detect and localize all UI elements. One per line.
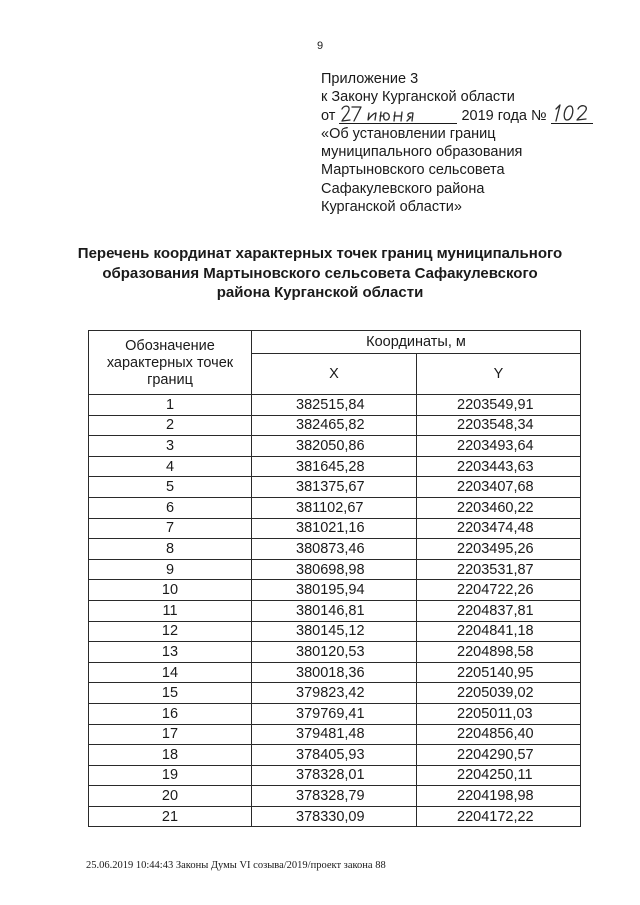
- point-number-cell: 4: [89, 456, 252, 477]
- point-number-cell: 17: [89, 724, 252, 745]
- table-row: [89, 539, 581, 560]
- point-number-cell: 16: [89, 703, 252, 724]
- coord-x-cell: 378330,09: [252, 806, 417, 827]
- coord-y-cell: 2204198,98: [417, 786, 581, 807]
- appendix-line-4: «Об установлении границ: [321, 125, 496, 142]
- coord-x-cell: 382050,86: [252, 436, 417, 457]
- table-row: [89, 683, 581, 704]
- point-number-cell: 10: [89, 580, 252, 601]
- appendix-line-1: Приложение 3: [321, 71, 419, 87]
- table-row: [89, 703, 581, 724]
- document-title: [60, 244, 580, 303]
- coord-x-cell: 378328,79: [252, 786, 417, 807]
- coord-y-cell: 2205039,02: [417, 683, 581, 704]
- page-number: 9: [316, 40, 324, 52]
- table-row: [89, 497, 581, 518]
- coord-y-cell: 2204856,40: [417, 724, 581, 745]
- table-row: [89, 621, 581, 642]
- point-number-cell: 18: [89, 745, 252, 766]
- coord-y-cell: 2203407,68: [417, 477, 581, 498]
- coord-x-cell: 380120,53: [252, 642, 417, 663]
- coord-x-cell: 380698,98: [252, 559, 417, 580]
- appendix-block: [321, 70, 593, 216]
- point-number-cell: 1: [89, 395, 252, 416]
- table-row: [89, 559, 581, 580]
- coord-y-cell: 2204722,26: [417, 580, 581, 601]
- coord-x-cell: 379823,42: [252, 683, 417, 704]
- appendix-line-8: Курганской области»: [321, 199, 462, 216]
- coord-y-cell: 2203460,22: [417, 497, 581, 518]
- header-point-line-3: границ: [147, 371, 193, 388]
- coord-x-cell: 381102,67: [252, 497, 417, 518]
- coord-x-cell: 380195,94: [252, 580, 417, 601]
- coord-x-cell: 380146,81: [252, 600, 417, 621]
- point-number-cell: 6: [89, 497, 252, 518]
- point-number-cell: 5: [89, 477, 252, 498]
- coord-x-cell: 382515,84: [252, 395, 417, 416]
- table-row: [89, 477, 581, 498]
- point-number-cell: 14: [89, 662, 252, 683]
- table-row: [89, 786, 581, 807]
- coord-x-cell: 379481,48: [252, 724, 417, 745]
- coord-x-cell: 380145,12: [252, 621, 417, 642]
- table-row: [89, 765, 581, 786]
- handwritten-number: [551, 107, 593, 125]
- coord-x-cell: 382465,82: [252, 415, 417, 436]
- table-row: [89, 745, 581, 766]
- point-number-cell: 15: [89, 683, 252, 704]
- table-row: [89, 436, 581, 457]
- header-point-designation: [89, 331, 252, 395]
- table-row: [89, 806, 581, 827]
- table-row: [89, 600, 581, 621]
- point-number-cell: 3: [89, 436, 252, 457]
- appendix-line-5: муниципального образования: [321, 144, 523, 161]
- title-line-1: Перечень координат характерных точек границ муниципального: [77, 245, 563, 262]
- coord-x-cell: 381645,28: [252, 456, 417, 477]
- header-point-line-2: характерных точек: [106, 354, 234, 371]
- table-row: [89, 395, 581, 416]
- point-number-cell: 19: [89, 765, 252, 786]
- coord-y-cell: 2203495,26: [417, 539, 581, 560]
- coordinates-table-body: [89, 395, 581, 827]
- coord-y-cell: 2204250,11: [417, 765, 581, 786]
- table-row: [89, 415, 581, 436]
- coord-y-cell: 2203549,91: [417, 395, 581, 416]
- year-text: 2019 года №: [461, 107, 547, 124]
- coord-x-cell: 380873,46: [252, 539, 417, 560]
- title-line-3: района Курганской области: [216, 284, 424, 301]
- coord-y-cell: 2204172,22: [417, 806, 581, 827]
- coord-y-cell: 2203493,64: [417, 436, 581, 457]
- point-number-cell: 21: [89, 806, 252, 827]
- coord-x-cell: 378328,01: [252, 765, 417, 786]
- coord-x-cell: 379769,41: [252, 703, 417, 724]
- appendix-line-6: Мартыновского сельсовета: [321, 162, 505, 179]
- appendix-line-2: к Закону Курганской области: [321, 89, 515, 106]
- point-number-cell: 2: [89, 415, 252, 436]
- table-row: [89, 518, 581, 539]
- coord-y-cell: 2204837,81: [417, 600, 581, 621]
- coord-y-cell: 2205011,03: [417, 703, 581, 724]
- coord-y-cell: 2204841,18: [417, 621, 581, 642]
- point-number-cell: 11: [89, 600, 252, 621]
- coord-y-cell: 2204898,58: [417, 642, 581, 663]
- point-number-cell: 9: [89, 559, 252, 580]
- point-number-cell: 13: [89, 642, 252, 663]
- coord-x-cell: 378405,93: [252, 745, 417, 766]
- coord-y-cell: 2203474,48: [417, 518, 581, 539]
- point-number-cell: 7: [89, 518, 252, 539]
- header-point-line-1: Обозначение: [125, 337, 215, 354]
- header-x: X: [252, 354, 417, 395]
- coord-y-cell: 2203548,34: [417, 415, 581, 436]
- header-y: Y: [417, 354, 581, 395]
- coord-y-cell: 2205140,95: [417, 662, 581, 683]
- coord-y-cell: 2204290,57: [417, 745, 581, 766]
- coordinates-table: [88, 330, 581, 827]
- coord-y-cell: 2203443,63: [417, 456, 581, 477]
- point-number-cell: 20: [89, 786, 252, 807]
- coord-x-cell: 381021,16: [252, 518, 417, 539]
- appendix-date-line: [321, 107, 593, 125]
- table-row: [89, 642, 581, 663]
- table-row: [89, 456, 581, 477]
- table-row: [89, 580, 581, 601]
- coord-x-cell: 380018,36: [252, 662, 417, 683]
- handwritten-date: [339, 107, 457, 125]
- table-row: [89, 662, 581, 683]
- point-number-cell: 12: [89, 621, 252, 642]
- header-coordinates: Координаты, м: [252, 331, 581, 354]
- footer-path: 25.06.2019 10:44:43 Законы Думы VI созыва/2019/проект закона 88: [86, 860, 386, 871]
- coord-x-cell: 381375,67: [252, 477, 417, 498]
- date-prefix: от: [321, 107, 336, 124]
- point-number-cell: 8: [89, 539, 252, 560]
- coord-y-cell: 2203531,87: [417, 559, 581, 580]
- title-line-2: образования Мартыновского сельсовета Сафакулевского: [102, 264, 538, 282]
- table-row: [89, 724, 581, 745]
- appendix-line-7: Сафакулевского района: [321, 180, 485, 197]
